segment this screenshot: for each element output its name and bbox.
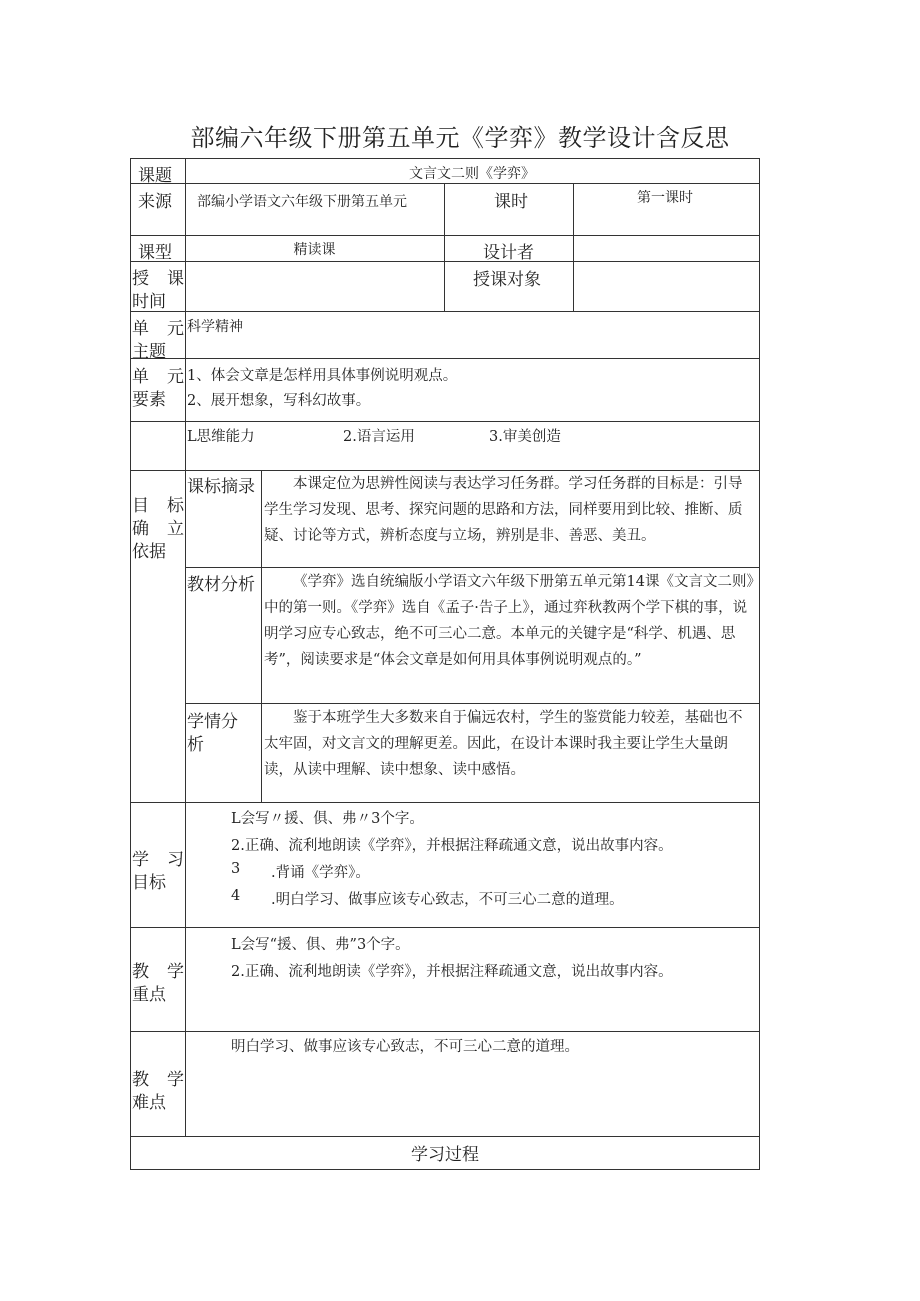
document-title: 部编六年级下册第五单元《学弈》教学设计含反思	[190, 124, 730, 152]
textbook-text: 《学弈》选自统编版小学语文六年级下册第五单元第14课《文言文二则》中的第一则。《学弈》选自《孟子·告子上》，通过弈秋教两个学下棋的事，说明学习应专心致志，绝不可三心二意。本单元的关键字是“科学、机遇、思考”，阅读要求是“体会文章是如何用具体事例说明观点的。”	[264, 574, 754, 668]
basis-label: 目 标 确 立 依据	[132, 496, 184, 562]
elements-label-b: 元	[167, 367, 184, 387]
type-label: 课型	[138, 243, 172, 263]
goals-line-3-num: 3	[231, 861, 241, 877]
period-value: 第一课时	[637, 190, 693, 206]
key-label-a: 教	[132, 962, 149, 982]
curriculum-text: 本课定位为思辨性阅读与表达学习任务群。学习任务群的目标是：引导学生学习发现、思考、探究问题的思路和方法，同样要用到比较、推断、质疑、讨论等方式，辨析态度与立场，辨别是非、善恶、美丑。	[264, 476, 743, 544]
period-label: 课时	[494, 192, 528, 212]
elements-line-1: 1、体会文章是怎样用具体事例说明观点。	[187, 368, 458, 384]
goals-label-b: 习	[167, 850, 184, 870]
key-line-1: L会写“援、俱、弗”3个字。	[231, 937, 410, 953]
theme-label-c: 主题	[132, 342, 166, 362]
time-label-b: 课	[167, 269, 184, 289]
goals-line-3: .背诵《学弈》。	[271, 865, 370, 881]
goals-label-c: 目标	[132, 873, 166, 893]
lesson-plan-table	[130, 158, 760, 1170]
source-label: 来源	[138, 192, 172, 212]
elements-label-a: 单	[132, 367, 149, 387]
audience-label: 授课对象	[473, 270, 541, 290]
literacy-item-2: 2.语言运用	[343, 429, 415, 445]
time-label-a: 授	[132, 269, 149, 289]
goals-line-1: L会写〃援、俱、弗〃3个字。	[231, 811, 424, 827]
literacy-item-1: L思维能力	[187, 429, 255, 445]
designer-label: 设计者	[483, 243, 534, 263]
topic-value: 文言文二则《学弈》	[409, 166, 535, 182]
elements-line-2: 2、展开想象，写科幻故事。	[187, 393, 371, 409]
learner-text: 鉴于本班学生大多数来自于偏远农村，学生的鉴赏能力较差，基础也不太牢固，对文言文的理解更差。因此，在设计本课时我主要让学生大量朗读，从读中理解、读中想象、读中感悟。	[264, 710, 743, 778]
key-label-b: 学	[167, 962, 184, 982]
elements-label-c: 要素	[132, 390, 166, 410]
key-line-2: 2.正确、流利地朗读《学弈》，并根据注释疏通文意，说出故事内容。	[231, 964, 673, 980]
difficulty-label-c: 难点	[132, 1093, 166, 1113]
theme-label-a: 单	[132, 319, 149, 339]
curriculum-label: 课标摘录	[187, 477, 255, 497]
goals-line-4: .明白学习、做事应该专心致志，不可三心二意的道理。	[271, 892, 624, 908]
difficulty-label-b: 学	[167, 1070, 184, 1090]
goals-line-2: 2.正确、流利地朗读《学弈》，并根据注释疏通文意，说出故事内容。	[231, 838, 673, 854]
topic-label: 课题	[138, 166, 172, 186]
theme-value: 科学精神	[187, 319, 243, 335]
theme-label-b: 元	[167, 319, 184, 339]
textbook-label: 教材分析	[187, 575, 255, 595]
literacy-item-3: 3.审美创造	[489, 429, 561, 445]
time-label-c: 时间	[132, 292, 166, 312]
type-value: 精读课	[293, 242, 336, 258]
difficulty-line-1: 明白学习、做事应该专心致志，不可三心二意的道理。	[231, 1039, 579, 1055]
process-heading: 学习过程	[411, 1145, 479, 1165]
learner-label-b: 析	[187, 735, 204, 755]
learner-label-a: 学情分	[187, 712, 238, 732]
goals-line-4-num: 4	[231, 888, 241, 904]
goals-label-a: 学	[132, 850, 149, 870]
difficulty-label-a: 教	[132, 1070, 149, 1090]
source-value: 部编小学语文六年级下册第五单元	[197, 194, 407, 210]
key-label-c: 重点	[132, 985, 166, 1005]
